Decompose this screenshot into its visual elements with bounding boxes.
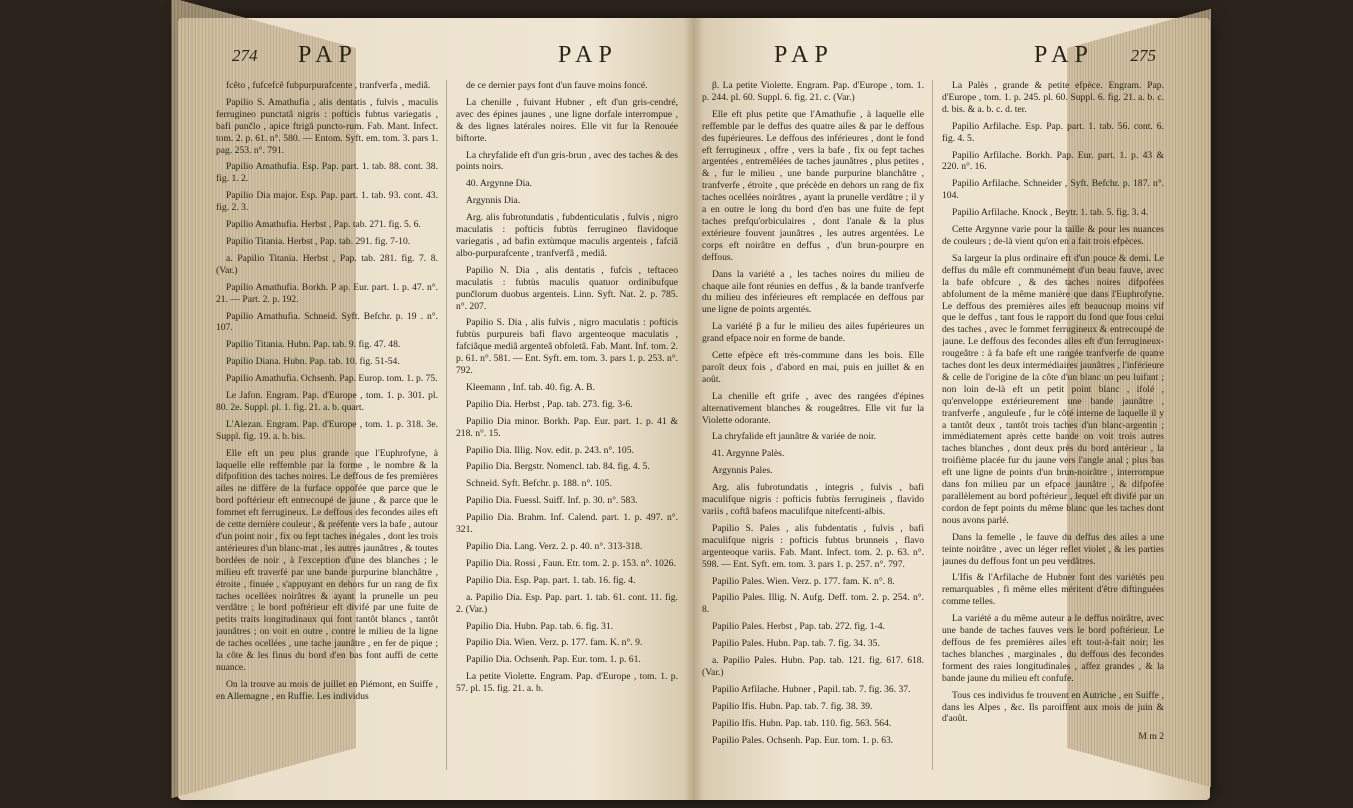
left-folio: 274 (232, 46, 258, 65)
right-column-1 (702, 80, 924, 780)
paragraph: Papilio Pales. Illig. N. Aufg. Deff. tom. 2. p. 254. n°. 8. (702, 592, 924, 616)
paragraph: Elle eft plus petite que l'Amathufie , à laquelle elle reffemble par le deffus des quatre ailes & par le deffous des fupérieures. Le deffous des inférieures , dont le fond eft ferrugineux , offre , vers la bafe , fix ou fept taches argentées , entremêlées de taches jaunâtres , plus petites , & , fur le milieu , une bande purpurine blanchâtre , tranfverfe , étroite , que précède en dehors un rang de fix taches ocellées noirâtres , ayant la prunelle verdâtre ; il y a en outre le long du bord d'en bas une fuite de fept taches prefqu'orbiculaires , dont l'anale & la plus extérieure fouvent jaunâtres , les autres argentées. Le corps eft noirâtre en deffus , d'un brun-pourpre en deffous. (702, 108, 924, 263)
paragraph: 40. Argynne Dia. (466, 178, 532, 190)
paragraph: a. Papilio Dia. Esp. Pap. part. 1. tab. 61. cont. 11. fig. 2. (Var.) (456, 591, 678, 615)
paragraph: Papilio Arfilache. Hubner , Papil. tab. 7. fig. 36. 37. (712, 683, 911, 695)
paragraph: On la trouve au mois de juillet en Piémont, en Suiffe , en Allemagne , en Ruffie. Les individus (216, 678, 438, 702)
paragraph: Argynnis Dia. (466, 195, 521, 207)
paragraph: Papilio Arfilache. Esp. Pap. part. 1. tab. 56. cont. 6. fig. 4. 5. (942, 120, 1164, 144)
paragraph: La chenille eft grife , avec des rangées d'épines alternativement blanches & rougeâtres. Elle vit fur la Violette odorante. (702, 390, 924, 426)
paragraph: La variété β a fur le milieu des ailes fupérieures un grand efpace noir en forme de bande. (702, 321, 924, 345)
paragraph: Papilio Amathufia. Esp. Pap. part. 1. tab. 88. cont. 38. fig. 1. 2. (216, 161, 438, 185)
right-folio: 275 (1130, 46, 1156, 65)
paragraph: Papilio Dia. Wien. Verz. p. 177. fam. K. n°. 9. (466, 637, 643, 649)
open-book (178, 18, 1210, 800)
left-running-head (228, 42, 674, 72)
paragraph: Papilio S. Amathufia , alis dentatis , fulvis , maculis ferrugineo punctatâ nigris : pofticis fubtus variegatis , bafi punčlo , apice ftrigâ puncto-rum. Fab. Mant. Infect. tom. 2. p. 61. n°. 580. — Entom. Syft. em. tom. 3. pars 1. pag. 253. n°. 791. (216, 96, 438, 156)
paragraph: Papilio Dia. Herbst , Pap. tab. 273. fig. 3-6. (466, 398, 633, 410)
paragraph: a. Papilio Pales. Hubn. Pap. tab. 121. fig. 617. 618. (Var.) (702, 655, 924, 678)
paragraph: Papilio Dia major. Esp. Pap. part. 1. tab. 93. cont. 43. fig. 2. 3. (216, 190, 438, 214)
left-running-title-1: PAP (298, 42, 358, 68)
left-column-rule (446, 80, 447, 770)
paragraph: Papilio Arfilache. Knock , Beytr. 1. tab. 5. fig. 3. 4. (952, 207, 1149, 219)
paragraph: L'Ifis & l'Arfilache de Hubner font des variétés peu remarquables , fi même elles méritent d'être diftinguées comme telles. (942, 572, 1164, 608)
paragraph: Papilio Pales. Ochsenh. Pap. Eur. tom. 1. p. 63. (712, 734, 894, 746)
paragraph: Papilio Dia. Esp. Pap. part. 1. tab. 16. fig. 4. (466, 574, 636, 586)
right-running-title-1: PAP (774, 42, 834, 68)
paragraph: Cette Argynne varie pour la taille & pour les nuances de couleurs ; de-là vient qu'on en a fait trois efpèces. (942, 224, 1164, 247)
paragraph: Papilio Dia. Fuessl. Suiff. Inf. p. 30. n°. 583. (466, 495, 638, 507)
paragraph: Papilio Diana. Hubn. Pap. tab. 10. fig. 51-54. (226, 356, 400, 368)
right-column-2 (942, 80, 1164, 780)
paragraph: Argynnis Pales. (712, 465, 773, 477)
paragraph: Dans la variété a , les taches noires du milieu de chaque aile font réunies en deffus , & la bande tranfverfe du milieu des inférieures eft remplacée en deffous par une ligne de points argentés. (702, 268, 924, 316)
paragraph: de ce dernier pays font d'un fauve moins foncé. (466, 80, 648, 91)
paragraph: Papilio Ifis. Hubn. Pap. tab. 7. fig. 38. 39. (712, 700, 873, 712)
paragraph: Papilio Dia. Hubn. Pap. tab. 6. fig. 31. (466, 620, 614, 632)
paragraph: Papilio Arfilache. Borkh. Pap. Eur. part. 1. p. 43 & 220. n°. 16. (942, 149, 1164, 173)
left-column-1 (216, 80, 438, 780)
paragraph: Papilio Ifis. Hubn. Pap. tab. 110. fig. 563. 564. (712, 717, 892, 729)
paragraph: Kleemann , Inf. tab. 40. fig. A. B. (466, 381, 595, 393)
paragraph: La variété a du même auteur a le deffus noirâtre, avec une bande de taches fauves vers le bord poftérieur. Le deffous de fes premières ailes eft tout-à-fait noir; les taches blanches , marginales , du deffous des fecondes forment des raies longitudinales , affez grandes , & la bande jaune du milieu eft confufe. (942, 613, 1164, 684)
paragraph: Papilio Dia. Brahm. Inf. Calend. part. 1. p. 497. n°. 321. (456, 512, 678, 536)
paragraph: Papilio Pales. Herbst , Pap. tab. 272. fig. 1-4. (712, 621, 885, 633)
paragraph: Sa largeur la plus ordinaire eft d'un pouce & demi. Le deffus du mâle eft communément d'un beau fauve, avec la bafe obfcure , & des taches noires difpofées abfolument de la même manière que dans l'Euphrofyne. Le deffous des premières ailes eft beaucoup moins vif que le deffus , tant fous le rapport du fond que fous celui des taches , avec le fommet ferrugineux & entrecoupé de jaune. Le deffous des fecondes ailes eft d'un ferrugineux-rougeâtre : à fa bafe eft une rangée tranfverfe de quatre taches dont les deux intermédiaires jaunâtres , l'inférieure & celle de l'origine de la côte d'un blanc un peu luifant ; non loin de-là eft un petit point blanc , ifolé , qu'enveloppe extérieurement une bande jaunâtre , tranfverfe , anguleufe , fur le côté interne de laquelle il y a tantôt deux , tantôt trois taches d'un blanc-argentin ; immédiatement après cette bande on voit trois autres taches blanches , dont deux près du bord antérieur , la troifième placée fur du jaune vers l'angle anal ; plus bas eft une ligne de points d'un brun-noirâtre , interrompue dans fon milieu par un efpace jaunâtre , & difpofée parallèlement au bord poftérieur , lequel eft divifé par un cordon de fept points du même blanc que les taches dont nous avons parlé. (942, 252, 1164, 526)
paragraph: Arg. alis fubrotundatis , integris , fulvis , bafi maculifque nigris : pofticis fubtùs ferrugineis , flavido variis , coftâ bafeos maculifque nitefcenti-albis. (702, 482, 924, 517)
paragraph: Papilio Dia minor. Borkh. Pap. Eur. part. 1. p. 41 & 218. n°. 15. (456, 415, 678, 439)
paragraph: Cette efpèce eft très-commune dans les bois. Elle paroît deux fois , d'abord en mai, puis en juillet & en août. (702, 350, 924, 385)
right-column-rule (932, 80, 933, 770)
paragraph: Arg. alis fubrotundatis , fubdenticulatis , fulvis , nigro maculatis : pofticis fubtùs ferrugineo flavidoque variegatis , ad bafin extùmque maculis argenteis , fafciâ albo-purpurafcente , tranfverfâ , mediâ. (456, 212, 678, 259)
paragraph: fcêto , fufcefcê fubpurpurafcente , tranfverfa , mediâ. (226, 80, 431, 91)
paragraph: La petite Violette. Engram. Pap. d'Europe , tom. 1. p. 57. pl. 15. fig. 21. a. b. (456, 671, 678, 695)
left-running-title-2: PAP (558, 42, 618, 68)
paragraph: Papilio S. Pales , alis fubdentatis , fulvis , bafi maculifque nigris : pofticis fubtus brunneis , flavo argenteoque variis. Fab. Mant. Infect. tom. 2. p. 63. n°. 598. — Ent. Syft. em. tom. 3. pars 1. p. 257. n°. 797. (702, 522, 924, 570)
paragraph: β. La petite Violette. Engram. Pap. d'Europe , tom. 1. p. 244. pl. 60. Suppl. 6. fig. 21. c. (Var.) (702, 80, 924, 103)
paragraph: Papilio N. Dia , alis dentatis , fufcis , teftaceo maculatis : fubtùs maculis quatuor ordinibufque punčlorum duobus argenteis. Linn. Syft. Nat. 2. p. 785. n°. 207. (456, 264, 678, 312)
paragraph: Papilio Pales. Hubn. Pap. tab. 7. fig. 34. 35. (712, 638, 880, 650)
paragraph: Papilio Titania. Herbst , Pap. tab. 291. fig. 7-10. (226, 235, 411, 247)
right-running-title-2: PAP (1034, 42, 1094, 68)
right-running-head (714, 42, 1160, 72)
paragraph: Dans la femelle , le fauve du deffus des ailes a une teinte noirâtre , avec un léger reflet violet , & les parties jaunes du deffous font un peu verdâtres. (942, 531, 1164, 567)
paragraph: Papilio Amathufia. Herbst , Pap. tab. 271. fig. 5. 6. (226, 219, 421, 231)
right-page (694, 18, 1180, 800)
paragraph: Papilio Titania. Hubn. Pap. tab. 9. fig. 47. 48. (226, 339, 401, 351)
paragraph: Papilio Dia. Rossi , Faun. Etr. tom. 2. p. 153. n°. 1026. (466, 557, 676, 569)
paragraph: Papilio Dia. Lang. Verz. 2. p. 40. n°. 313-318. (466, 541, 643, 552)
paragraph: 41. Argynne Palès. (712, 448, 785, 460)
paragraph: La chenille , fuivant Hubner , eft d'un gris-cendré, avec des épines jaunes , une ligne dorfale interrompue , & des lignes latérales noires. Elle vit fur la Renouée biftorte. (456, 96, 678, 144)
paragraph: Papilio Pales. Wien. Verz. p. 177. fam. K. n°. 8. (712, 575, 895, 587)
paragraph: Papilio Amathufia. Ochsenh. Pap. Europ. tom. 1. p. 75. (226, 373, 438, 385)
paragraph: Elle eft un peu plus grande que l'Euphrofyne, à laquelle elle reffemble par la forme , le nombre & la difpofition des taches noires. Le deffous de fes premières ailes ne diffère de la furface oppofée que parce que le bord poftérieur eft entrecoupé de jaune , & parce que le fommet eft ferrugineux. Le deffous des fecondes ailes eft de cette dernière couleur , & préfente vers la bafe , autour d'un point noir , fix ou fept taches inégales , dont les trois antérieures d'un blanc-mat , les autres jaunâtres , & toutes bordées de noir , à l'exception d'une des blanches ; le milieu eft traverfé par une bande purpurine blanchâtre , étroite , finuée , s'appuyant en dehors fur un rang de fix taches ocellées noirâtres & ayant la prunelle un peu verdâtre ; le bord poftérieur eft divifé par une fuite de petits traits longitudinaux qui font tantôt blancs , tantôt jaunâtres ; on voit en outre , contre le milieu de la ligne de taches ocellées , une tache jaunâtre , en fer de pique ; la côte & les finus du bord d'en bas font auffi de cette nuance. (216, 447, 438, 673)
paragraph: La chryfalide eft jaunâtre & variée de noir. (712, 431, 877, 443)
paragraph: Papilio Arfilache. Schneider , Syft. Befchr. p. 187. n°. 104. (942, 178, 1164, 202)
paragraph: La chryfalide eft d'un gris-brun , avec des taches & des points noirs. (456, 149, 678, 173)
paragraph: Papilio Amathufia. Borkh. P ap. Eur. part. 1. p. 47. n°. 21. — Part. 2. p. 192. (216, 281, 438, 305)
paragraph: Le Jafon. Engram. Pap. d'Europe , tom. 1. p. 301. pl. 80. 2e. Suppl. pl. 1. fig. 21. a. b. quart. (216, 390, 438, 413)
paragraph: Tous ces individus fe trouvent en Autriche , en Suiffe , dans les Alpes , &c. Ils paroiffent aux mois de juin & d'août. (942, 689, 1164, 725)
paragraph: L'Alezan. Engram. Pap. d'Europe , tom. 1. p. 318. 3e. Suppl. fig. 19. a. b. bis. (216, 418, 438, 442)
paragraph: Papilio Dia. Ochsenh. Pap. Eur. tom. 1. p. 61. (466, 654, 641, 666)
paragraph: Schneid. Syft. Befchr. p. 188. n°. 105. (466, 478, 612, 490)
paragraph: Papilio Dia. Bergstr. Nomencl. tab. 84. fig. 4. 5. (466, 461, 650, 473)
paragraph: a. Papilio Titania. Herbst , Pap. tab. 281. fig. 7. 8. (Var.) (216, 252, 438, 276)
left-column-2 (456, 80, 678, 780)
paragraph: Papilio Dia. Illig. Nov. edit. p. 243. n°. 105. (466, 444, 634, 456)
paragraph: Papilio Amathufia. Schneid. Syft. Befchr. p. 19 . n°. 107. (216, 310, 438, 334)
signature-mark: M m 2 (1138, 731, 1164, 743)
paragraph: La Palès , grande & petite efpèce. Engram. Pap. d'Europe , tom. 1. p. 245. pl. 60. Suppl. 6. fig. 21. a. b. c. d. bis. & a. b. c. d. ter. (942, 80, 1164, 115)
left-page (208, 18, 694, 800)
paragraph: Papilio S. Dia , alis fulvis , nigro maculatis : pofticis fubtùs purpureis bafi flavo argenteoque maculatis , fafciâque mediâ argenteâ obfoletâ. Fab. Mant. Inf. tom. 2. p. 61. n°. 581. — Ent. Syft. em. tom. 3. pars 1. p. 253. n°. 792. (456, 317, 678, 377)
